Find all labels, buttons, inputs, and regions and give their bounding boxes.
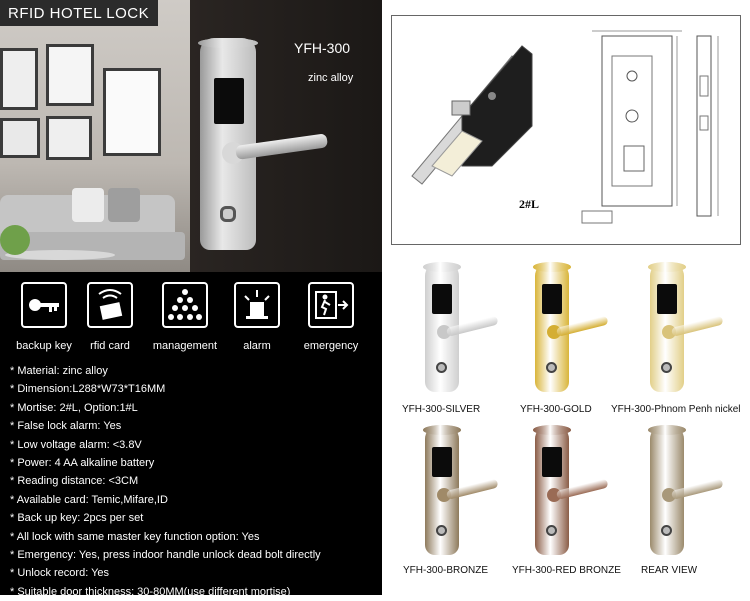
wall-art-frame — [0, 48, 38, 110]
management-hierarchy-icon — [162, 282, 208, 328]
spec-item: * Unlock record: Yes — [10, 567, 110, 580]
variant-caption: YFH-300-RED BRONZE — [512, 565, 621, 576]
feature-emergency — [300, 282, 362, 352]
pillow — [72, 188, 104, 222]
spec-item: * Mortise: 2#L, Option:1#L — [10, 401, 138, 414]
spec-item: * Low voltage alarm: <3.8V — [10, 438, 142, 451]
spec-item: * Available card: Temic,Mifare,ID — [10, 493, 168, 506]
feature-label: backup key — [16, 340, 72, 352]
spec-item: * Reading distance: <3CM — [10, 475, 139, 488]
feature-rfid-card — [80, 282, 140, 352]
plant — [0, 225, 30, 255]
page-title: RFID HOTEL LOCK — [8, 5, 150, 22]
spec-item: * All lock with same master key function option: Yes — [10, 530, 260, 543]
mortise-diagram — [391, 15, 741, 245]
spec-item: * Power: 4 AA alkaline battery — [10, 457, 155, 470]
key-icon — [21, 282, 67, 328]
mortise-drawing — [392, 16, 742, 246]
alarm-icon — [234, 282, 280, 328]
feature-label: alarm — [243, 340, 271, 352]
feature-alarm — [228, 282, 286, 352]
feature-label: management — [152, 340, 218, 352]
feature-label: emergency — [303, 340, 359, 352]
emergency-exit-icon — [308, 282, 354, 328]
wall-art-frame — [0, 118, 40, 158]
material-label: zinc alloy — [308, 72, 354, 84]
model-label: YFH-300 — [294, 40, 351, 56]
spec-item: * Material: zinc alloy — [10, 365, 108, 377]
hero-photo — [0, 0, 382, 272]
variant-caption: YFH-300-BRONZE — [403, 565, 489, 576]
pillow — [108, 188, 140, 222]
variant-caption: REAR VIEW — [641, 565, 698, 576]
wall-art-frame — [46, 116, 92, 160]
feature-backup-key — [14, 282, 74, 352]
title-banner — [0, 0, 158, 26]
variant-caption: YFH-300-Phnom Penh nickel — [611, 404, 741, 415]
wall-art-frame — [46, 44, 94, 106]
spec-item: * False lock alarm: Yes — [10, 420, 122, 433]
spec-item: * Dimension:L288*W73*T16MM — [10, 383, 166, 396]
spec-item: * Suitable door thickness: 30-80MM(use different mortise) — [10, 585, 291, 598]
feature-management — [152, 282, 218, 352]
diagram-label: 2#L — [519, 197, 540, 211]
wall-art-frame — [103, 68, 161, 156]
spec-item: * Emergency: Yes, press indoor handle unlock dead bolt directly — [10, 549, 321, 562]
spec-item: * Back up key: 2pcs per set — [10, 512, 144, 525]
variant-caption: YFH-300-GOLD — [520, 404, 592, 415]
spec-list — [10, 362, 370, 601]
feature-label: rfid card — [90, 340, 130, 352]
variant-caption: YFH-300-SILVER — [402, 404, 481, 415]
rfid-card-icon — [87, 282, 133, 328]
